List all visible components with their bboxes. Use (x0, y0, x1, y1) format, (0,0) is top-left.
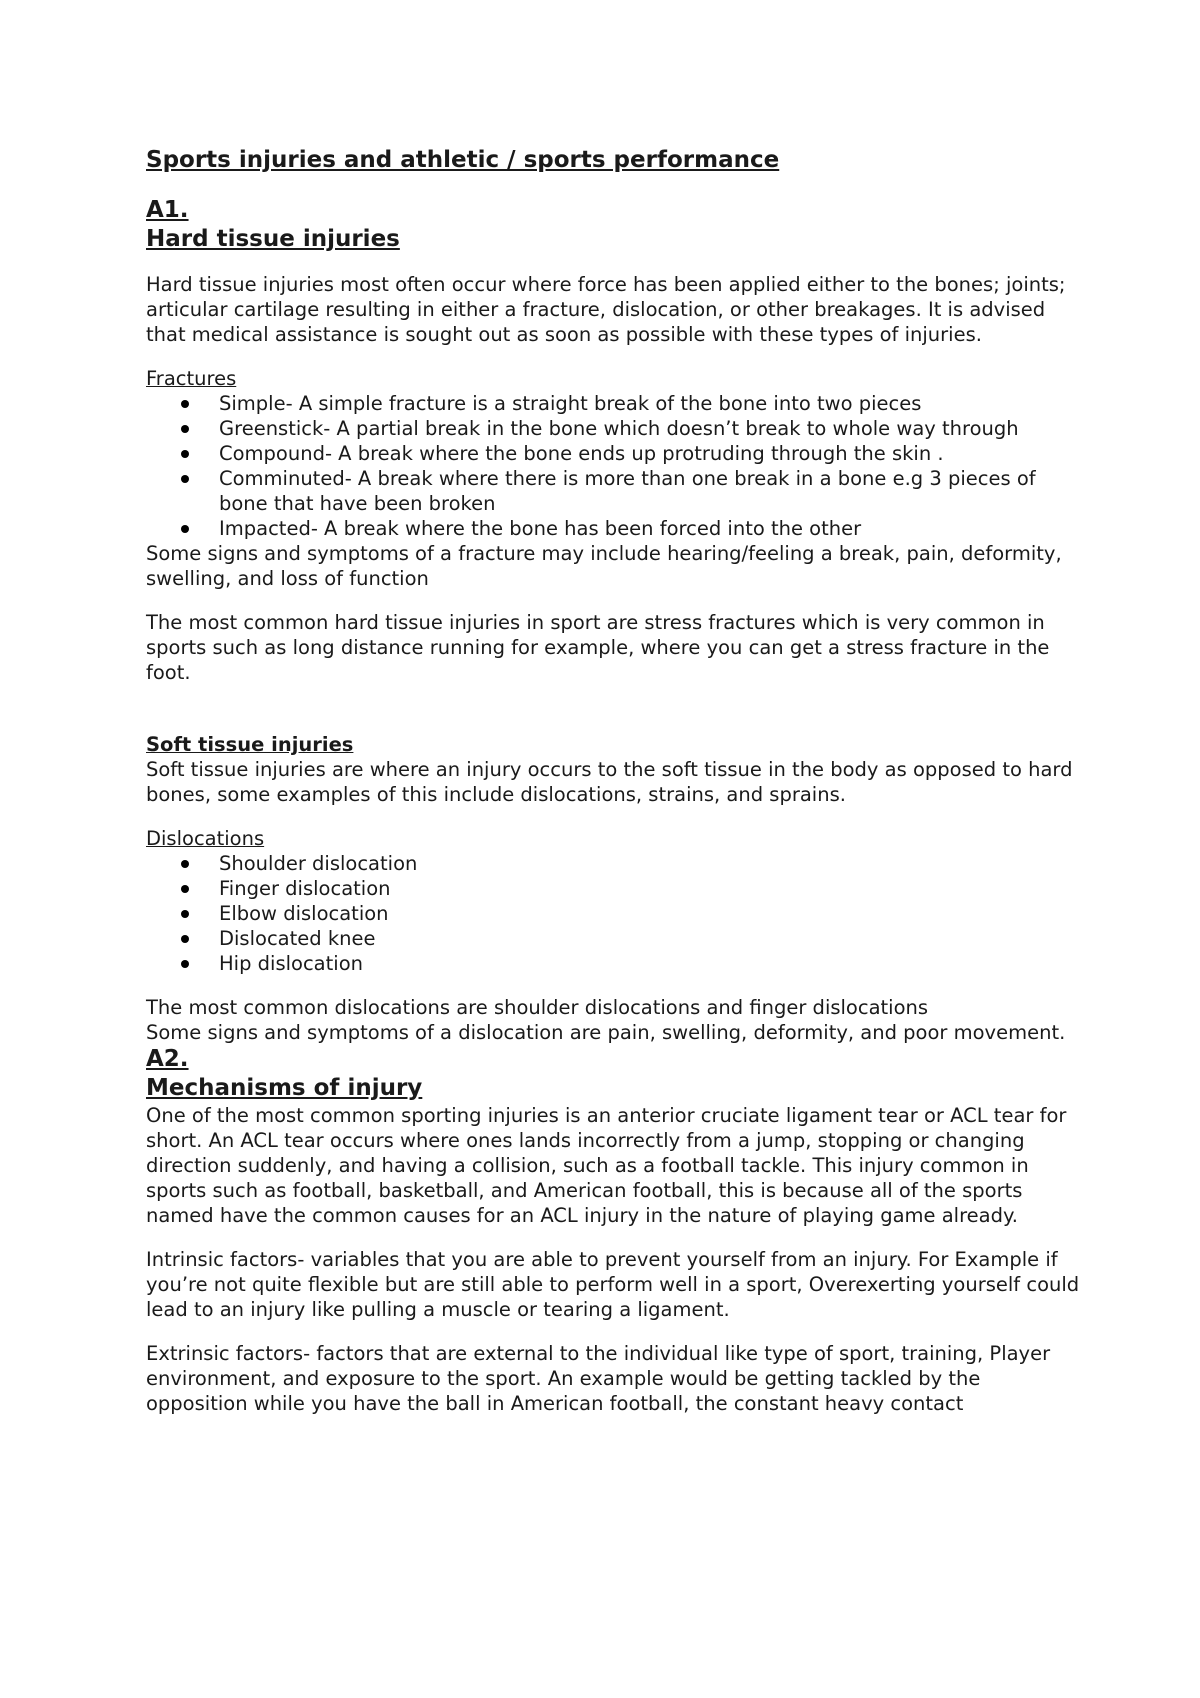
list-item (219, 441, 1086, 466)
bullet-icon (181, 425, 189, 433)
acl-paragraph: One of the most common sporting injuries is an anterior cruciate ligament tear or ACL tear for short. An ACL tear occurs where ones lands incorrectly from a jump, stopping or changing direction suddenly, and having a collision, such as a football tackle. This injury common in sports such as football, basketball, and American football, this is because all of the sports named have the common causes for an ACL injury in the nature of playing game already. (146, 1104, 1067, 1227)
list-item (219, 926, 1086, 951)
bullet-icon (181, 860, 189, 868)
list-item-text: Simple- A simple fracture is a straight break of the bone into two pieces (219, 392, 922, 415)
list-item-text: Finger dislocation (219, 877, 391, 900)
bullet-icon (181, 400, 189, 408)
dislocations-heading: Dislocations (146, 827, 265, 850)
bullet-icon (181, 910, 189, 918)
document-page (146, 145, 1086, 1416)
hard-tissue-intro: Hard tissue injuries most often occur where force has been applied either to the bones; joints; articular cartilage resulting in either a fracture, dislocation, or other breakages. It is advised that medical assistance is sought out as soon as possible with these types of injuries. (146, 273, 1066, 346)
document-title: Sports injuries and athletic / sports performance (146, 147, 780, 173)
list-item (219, 876, 1086, 901)
intrinsic-factors-paragraph: Intrinsic factors- variables that you are able to prevent yourself from an injury. For Example if you’re not quite flexible but are still able to perform well in a sport, Overexerting yourself could lead to an injury like pulling a muscle or tearing a ligament. (146, 1248, 1080, 1321)
soft-tissue-intro: Soft tissue injuries are where an injury occurs to the soft tissue in the body as opposed to hard bones, some examples of this include dislocations, strains, and sprains. (146, 758, 1073, 806)
list-item-text: Impacted- A break where the bone has been forced into the other (219, 517, 862, 540)
list-item-text: Elbow dislocation (219, 902, 389, 925)
list-item-text: Shoulder dislocation (219, 852, 418, 875)
list-item-text: Greenstick- A partial break in the bone which doesn’t break to whole way through (219, 417, 1019, 440)
soft-tissue-heading: Soft tissue injuries (146, 733, 354, 756)
list-item (219, 466, 1086, 516)
section-heading-mechanisms: Mechanisms of injury (146, 1075, 423, 1101)
bullet-icon (181, 885, 189, 893)
dislocation-signs-text: Some signs and symptoms of a dislocation are pain, swelling, deformity, and poor movement. (146, 1021, 1066, 1044)
extrinsic-factors-paragraph: Extrinsic factors- factors that are external to the individual like type of sport, training, Player environment, and exposure to the sport. An example would be getting tackled by the opposition while you have the ball in American football, the constant heavy contact (146, 1342, 1051, 1415)
list-item (219, 951, 1086, 976)
dislocations-common-text: The most common dislocations are shoulder dislocations and finger dislocations (146, 996, 929, 1019)
section-code-a2: A2. (146, 1046, 189, 1072)
list-item-text: Compound- A break where the bone ends up protruding through the skin . (219, 442, 944, 465)
list-item (219, 901, 1086, 926)
list-item-text: Comminuted- A break where there is more than one break in a bone e.g 3 pieces of bone that have been broken (219, 467, 1036, 515)
fractures-heading: Fractures (146, 367, 237, 390)
bullet-icon (181, 475, 189, 483)
list-item (219, 416, 1086, 441)
bullet-icon (181, 960, 189, 968)
section-code-a1: A1. (146, 197, 189, 223)
list-item-text: Dislocated knee (219, 927, 376, 950)
list-item (219, 391, 1086, 416)
dislocations-list (146, 851, 1086, 976)
list-item-text: Hip dislocation (219, 952, 363, 975)
list-item (219, 851, 1086, 876)
bullet-icon (181, 525, 189, 533)
bullet-icon (181, 450, 189, 458)
hard-tissue-common-text: The most common hard tissue injuries in sport are stress fractures which is very common in sports such as long distance running for example, where you can get a stress fracture in the foot. (146, 611, 1050, 684)
fractures-list (146, 391, 1086, 541)
section-heading-hard-tissue: Hard tissue injuries (146, 226, 400, 252)
bullet-icon (181, 935, 189, 943)
list-item (219, 516, 1086, 541)
fracture-signs-text: Some signs and symptoms of a fracture may include hearing/feeling a break, pain, deformity, swelling, and loss of function (146, 542, 1062, 590)
